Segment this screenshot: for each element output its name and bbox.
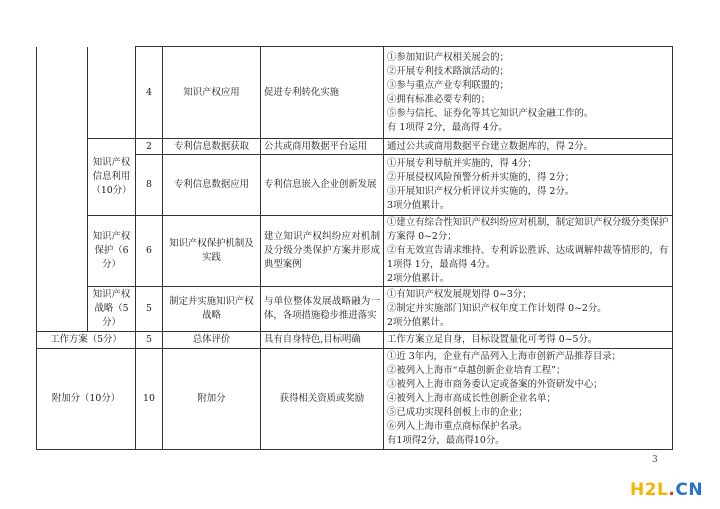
item-cell: 制定并实施知识产权战略 <box>163 287 261 332</box>
criteria-line: 通过公共或商用数据平台建立数据库的，得 2分。 <box>387 140 593 152</box>
criteria-cell <box>384 349 673 450</box>
section-cell <box>37 47 88 332</box>
watermark-brand: H2L <box>630 480 669 500</box>
table-row <box>37 349 673 450</box>
item-cell: 专利信息数据获取 <box>163 139 261 155</box>
seq-cell: 6 <box>136 216 163 287</box>
work-plan-label: 工作方案（5分） <box>37 332 136 349</box>
content-cell: 具有自身特色,目标明确 <box>261 332 384 349</box>
watermark-dot: . <box>668 480 676 500</box>
seq-cell: 10 <box>136 349 163 450</box>
table-row <box>37 287 673 332</box>
group-label-strategy: 知识产权战略（5分） <box>88 287 136 332</box>
content-cell: 公共或商用数据平台运用 <box>261 139 384 155</box>
criteria-line: ⑤参与信托、证券化等其它知识产权金融工作的。 <box>387 107 594 119</box>
content-cell: 促进专利转化实施 <box>261 47 384 139</box>
criteria-line: ③参与重点产业专利联盟的； <box>387 79 509 91</box>
criteria-line: ②被列入上海市“卓越创新企业培育工程”； <box>387 365 566 376</box>
table-row <box>37 332 673 349</box>
item-cell: 专利信息数据应用 <box>163 155 261 216</box>
score-table <box>36 46 673 450</box>
criteria-line: ③被列入上海市商务委认定或备案的外资研发中心； <box>387 379 603 390</box>
content-cell: 专利信息嵌入企业创新发展 <box>261 155 384 216</box>
content-cell: 获得相关资质或奖励 <box>261 349 384 450</box>
criteria-line: 有 1项得 2分，最高得 4分。 <box>387 121 508 133</box>
seq-cell: 5 <box>136 332 163 349</box>
table-row <box>37 47 673 139</box>
criteria-line: ⑥列入上海市重点商标保护名录。 <box>387 421 528 432</box>
criteria-cell <box>384 216 673 287</box>
criteria-line: ②制定并实施部门知识产权年度工作计划得 0~2分。 <box>387 303 607 314</box>
watermark-logo <box>630 480 703 500</box>
content-cell: 建立知识产权纠纷应对机制及分级分类保护方案并形成典型案例 <box>261 216 384 287</box>
seq-cell: 5 <box>136 287 163 332</box>
table-row <box>37 139 673 155</box>
criteria-line: ①开展专利导航并实施的，得 4分； <box>387 158 537 169</box>
item-cell: 总体评价 <box>163 332 261 349</box>
criteria-cell <box>384 287 673 332</box>
criteria-line: ①有知识产权发展规划得 0~3分； <box>387 289 532 300</box>
group-label-protect: 知识产权保护（6分） <box>88 216 136 287</box>
criteria-line: ④被列入上海市高成长性创新企业名单； <box>387 393 556 404</box>
seq-cell: 2 <box>136 139 163 155</box>
criteria-line: 有1项得2分，最高得10分。 <box>387 435 505 446</box>
criteria-line: 2项分值累计。 <box>387 273 450 284</box>
criteria-line: ④拥有标准必要专利的； <box>387 93 491 105</box>
bonus-label: 附加分（10分） <box>37 349 136 450</box>
criteria-cell <box>384 47 673 139</box>
criteria-line: ②有无效宣告请求维持、专利诉讼胜诉、达成调解仲裁等情形的，有 1项得 1分，最高得 4分。 <box>387 245 669 270</box>
watermark-tld: CN <box>675 480 704 500</box>
content-cell: 与单位整体发展战略融为一体，各项措施稳步推进落实 <box>261 287 384 332</box>
criteria-line: ①近 3年内，企业有产品列入上海市创新产品推荐目录； <box>387 351 621 362</box>
page-number: 3 <box>652 455 658 465</box>
group-cell <box>88 47 136 139</box>
group-label-info: 知识产权信息利用（10分） <box>88 139 136 216</box>
criteria-line: 2项分值累计。 <box>387 317 450 328</box>
item-cell: 知识产权应用 <box>163 47 261 139</box>
criteria-line: 3项分值累计。 <box>387 200 450 211</box>
seq-cell: 4 <box>136 47 163 139</box>
item-cell: 知识产权保护机制及实践 <box>163 216 261 287</box>
seq-cell: 8 <box>136 155 163 216</box>
criteria-cell <box>384 139 673 155</box>
criteria-line: ①建立有综合性知识产权纠纷应对机制，制定知识产权分级分类保护方案得 0~2分； <box>387 217 669 242</box>
table-row <box>37 216 673 287</box>
criteria-line: ②开展专利技术路演活动的； <box>387 65 509 77</box>
criteria-line: ③开展知识产权分析评议并实施的，得 2分。 <box>387 186 575 197</box>
criteria-line: ②开展侵权风险预警分析并实施的，得 2分； <box>387 172 575 183</box>
criteria-line: ①参加知识产权相关展会的； <box>387 51 509 63</box>
criteria-cell <box>384 155 673 216</box>
criteria-line: ⑤已成功实现科创板上市的企业； <box>387 407 528 418</box>
criteria-cell <box>384 332 673 349</box>
item-cell: 附加分 <box>163 349 261 450</box>
criteria-line: 工作方案立足自身，目标设置量化可考得 0~5分。 <box>387 334 598 345</box>
